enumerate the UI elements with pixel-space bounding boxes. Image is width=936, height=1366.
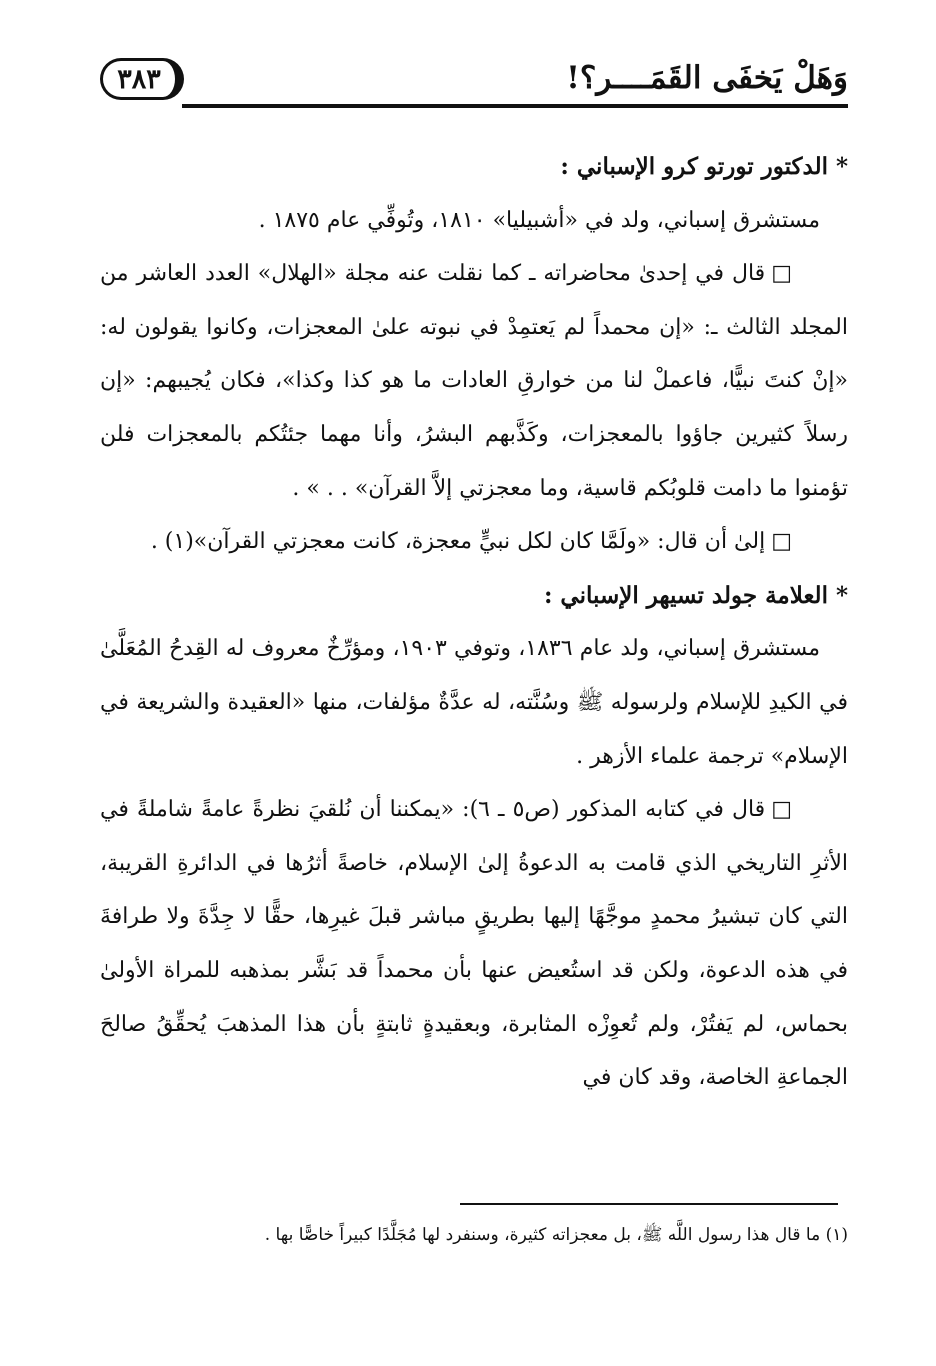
square-bullet-icon: □ bbox=[771, 797, 792, 823]
section-bio-2: مستشرق إسباني، ولد عام ١٨٣٦، وتوفي ١٩٠٣، ومؤرِّخٌ معروف له القِدحُ المُعَلَّىٰ في الكيدِ للإسلام ولرسوله ﷺ وسُنَّته، له عدَّةٌ مؤلفات، منها «العقيدة والشريعة في الإسلام» ترجمة علماء الأزهر . bbox=[100, 636, 848, 769]
quote-text-1: قال في إحدىٰ محاضراته ـ كما نقلت عنه مجلة «الهلال» العدد العاشر من المجلد الثالث ـ: «إن محمداً لم يَعتمِدْ في نبوته علىٰ المعجزات، وكانوا يقولون له: «إنْ كنتَ نبيًّا، فاعملْ لنا من خوارقِ العادات ما هو كذا وكذا»، فكان يُجيبهم: «إن رسلاً كثيرين جاؤوا بالمعجزات، وكَذَّبهم البشرُ، وأنا مهما جئتُكم بالمعجزات فلن تؤمنوا ما دامت قلوبُكم قاسية، وما معجزتي إلاَّ القرآن» . . » . bbox=[100, 261, 848, 501]
footnote-divider bbox=[460, 1203, 838, 1205]
quote-text-2: قال في كتابه المذكور (ص٥ ـ ٦): «يمكننا أن نُلقيَ نظرةً عامةً شاملةً في الأثرِ التاريخي الذي قامت به الدعوةُ إلىٰ الإسلام، خاصةً أثرُها في الدائرةِ القريبة، التي كان تبشيرُ محمدٍ موجَّهًا إليها بطريقٍ مباشر قبلَ غيرِها، حقًّا لا جِدَّةَ ولا طرافةَ في هذه الدعوة، ولكن قد استُعيض عنها بأن محمداً قد بَشَّر بمذهبه للمراة الأولىٰ بحماس، لم يَفتُرْ، ولم تُعوِزْه المثابرة، وبعقيدةٍ ثابتةٍ بأن هذا المذهبَ يُحقِّقُ صالحَ الجماعةِ الخاصة، وقد كان في bbox=[100, 797, 848, 1091]
header-rule bbox=[182, 104, 848, 108]
section-heading-2: * العلامة جولد تسيهر الإسباني : bbox=[543, 581, 848, 609]
square-bullet-icon: □ bbox=[771, 261, 792, 287]
running-title: وَهَلْ يَخفَى القَمَــــر؟! bbox=[566, 60, 848, 96]
section-bio-1: مستشرق إسباني، ولد في «أشبيليا» ١٨١٠، وتُوفِّي عام ١٨٧٥ . bbox=[258, 207, 820, 233]
section-quote-2 bbox=[100, 783, 848, 1105]
square-bullet-icon: □ bbox=[771, 529, 792, 555]
footnote: (١) ما قال هذا رسول اللَّه ﷺ، بل معجزاته كثيرة، وسنفرد لها مُجَلَّدًا كبيراً خاصًّا بها . bbox=[264, 1225, 848, 1245]
page-header bbox=[100, 52, 848, 110]
section-quote-1b bbox=[100, 515, 848, 569]
main-text bbox=[100, 140, 848, 1105]
section-quote-1 bbox=[100, 247, 848, 515]
quote-text-1b: إلىٰ أن قال: «ولَمَّا كان لكل نبيٍّ معجزة، كانت معجزتي القرآن»(١) . bbox=[150, 529, 766, 555]
page-number: ٣٨٣ bbox=[100, 58, 184, 100]
section-heading-1: * الدكتور تورتو كرو الإسباني : bbox=[560, 153, 848, 180]
